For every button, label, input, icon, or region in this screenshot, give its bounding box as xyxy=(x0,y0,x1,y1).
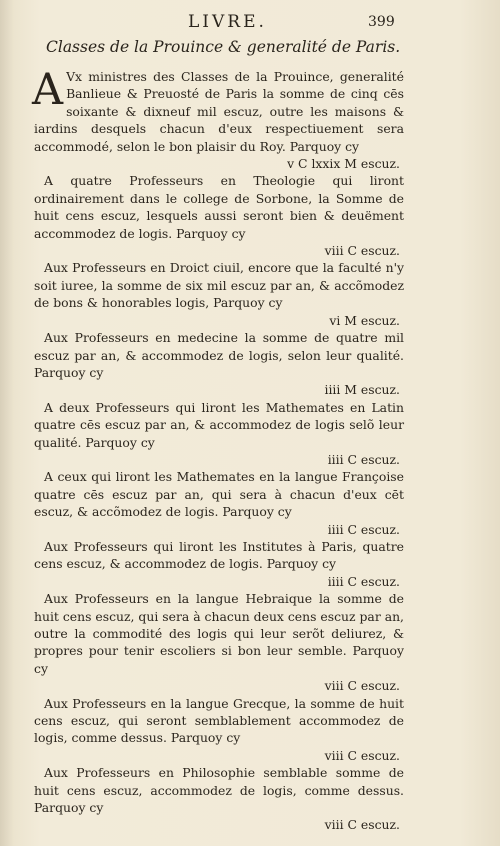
paragraph-6 xyxy=(34,468,404,538)
amount: v C lxxix M escuz. xyxy=(287,156,400,172)
paragraph-text: Aux Professeurs en Philosophie semblable somme de huit cens escuz, accommodez de logis, comme dessus. Parquoy cy xyxy=(34,765,404,816)
amount: viii C escuz. xyxy=(324,678,400,694)
paragraph-2 xyxy=(34,172,404,259)
paragraph-text: Aux Professeurs en Droict ciuil, encore que la faculté n'y soit iuree, la somme de six mil escuz par an, & accõmodez de bons & honorables logis, Parquoy cy xyxy=(34,260,404,311)
paragraph-text: A ceux qui liront les Mathemates en la langue Françoise quatre cēs escuz par an, qui sera à chacun d'eux cēt escuz, & accõmodez de logis. Parquoy cy xyxy=(34,469,404,520)
paragraph-1 xyxy=(32,65,404,172)
page-header xyxy=(0,12,500,34)
page-number: 399 xyxy=(368,14,395,30)
amount: iiii C escuz. xyxy=(327,521,400,537)
section-title: Classes de la Prouince & generalité de Paris. xyxy=(46,38,401,56)
amount: viii C escuz. xyxy=(324,747,400,763)
paragraph-9 xyxy=(34,695,404,765)
paragraph-4 xyxy=(34,329,404,399)
paragraph-text: A deux Professeurs qui liront les Mathemates en Latin quatre cēs escuz par an, & accommodez de logis selõ leur qualité. Parquoy cy xyxy=(34,399,404,450)
drop-cap: A xyxy=(32,65,64,115)
amount: iiii C escuz. xyxy=(327,573,400,589)
paragraph-text: Aux Professeurs qui liront les Institutes à Paris, quatre cens escuz, & accommodez de logis. Parquoy cy xyxy=(34,538,404,572)
amount: viii C escuz. xyxy=(324,243,400,259)
paragraph-7 xyxy=(34,538,404,590)
paragraph-3 xyxy=(34,259,404,329)
paragraph-text: Aux Professeurs en la langue Hebraique la somme de huit cens escuz, qui sera à chacun deux cens escuz par an, outre la commodité des logis qui leur serõt deliurez, & propres pour tenir escoliers si bon leur semble. Parquoy cy xyxy=(34,591,404,676)
running-head: LIVRE. xyxy=(188,12,267,32)
amount: iiii C escuz. xyxy=(327,451,400,467)
page-body xyxy=(32,65,404,834)
amount: viii C escuz. xyxy=(324,817,400,833)
paragraph-8 xyxy=(34,590,404,694)
paragraph-5 xyxy=(34,399,404,469)
paragraph-text: Aux Professeurs en la langue Grecque, la somme de huit cens escuz, qui seront semblablement accommodez de logis, comme dessus. Parquoy cy xyxy=(34,695,404,746)
paragraph-text: A quatre Professeurs en Theologie qui liront ordinairement dans le college de Sorbone, la Somme de huit cens escuz, lesquels aussi seront bien & deuëment accommodez de logis. Parquoy cy xyxy=(34,173,404,241)
paragraph-10 xyxy=(34,764,404,834)
paragraph-text: Vx ministres des Classes de la Prouince, generalité Banlieue & Preuosté de Paris la somme de cinq cēs soixante & dixneuf mil escuz, outre les maisons & iardins desquels chacun d'eux respectiuement sera accommodé, selon le bon plaisir du Roy. Parquoy cy xyxy=(34,69,404,154)
amount: vi M escuz. xyxy=(329,312,400,328)
amount: iiii M escuz. xyxy=(324,382,400,398)
paragraph-text: Aux Professeurs en medecine la somme de quatre mil escuz par an, & accommodez de logis, selon leur qualité. Parquoy cy xyxy=(34,330,404,380)
